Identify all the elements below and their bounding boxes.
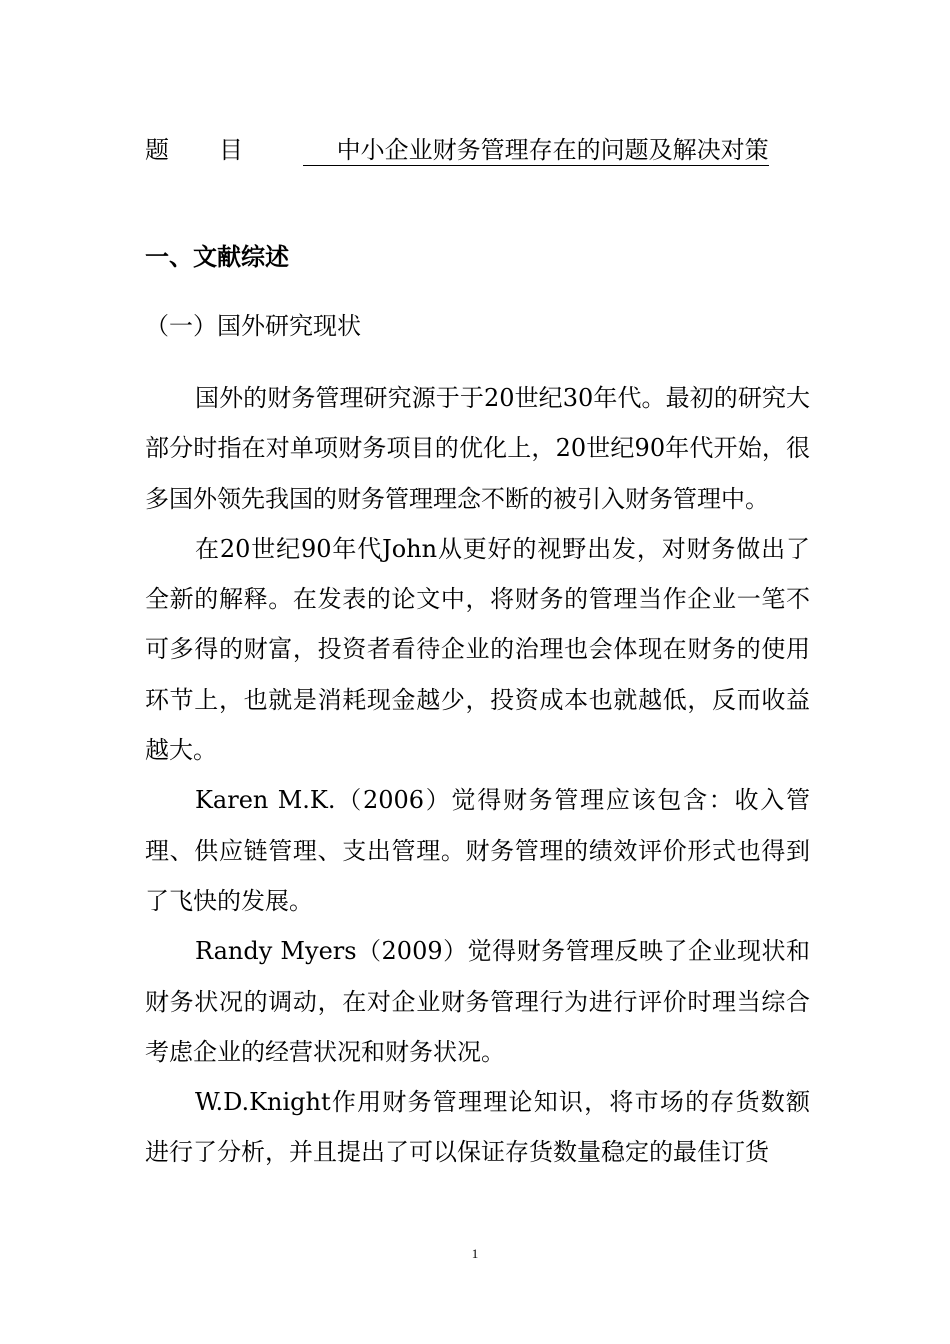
paragraph-4: Randy Myers（2009）觉得财务管理反映了企业现状和财务状况的调动，在对企业财务管理行为进行评价时理当综合考虑企业的经营状况和财务状况。 — [145, 937, 810, 1066]
paragraph-1: 国外的财务管理研究源于于20世纪30年代。最初的研究大部分时指在对单项财务项目的优化上，20世纪90年代开始，很多国外领先我国的财务管理理念不断的被引入财务管理中。 — [145, 384, 810, 513]
title-line — [145, 133, 769, 167]
paragraph-3: Karen M.K.（2006）觉得财务管理应该包含：收入管理、供应链管理、支出管理。财务管理的绩效评价形式也得到了飞快的发展。 — [145, 786, 810, 915]
paragraph-2: 在20世纪90年代John从更好的视野出发，对财务做出了全新的解释。在发表的论文中，将财务的管理当作企业一笔不可多得的财富，投资者看待企业的治理也会体现在财务的使用环节上，也就是消耗现金越少，投资成本也就越低，反而收益越大。 — [145, 534, 810, 765]
title-label: 题目 — [145, 136, 293, 164]
page-number: 1 — [471, 1246, 479, 1261]
subsection-heading: （一）国外研究现状 — [145, 312, 361, 340]
section-heading: 一、文献综述 — [145, 242, 289, 271]
body-text — [145, 373, 810, 1178]
title-value: 中小企业财务管理存在的问题及解决对策 — [303, 135, 769, 166]
paragraph-5: W.D.Knight作用财务管理理论知识，将市场的存货数额进行了分析，并且提出了可以保证存货数量稳定的最佳订货 — [145, 1088, 810, 1167]
